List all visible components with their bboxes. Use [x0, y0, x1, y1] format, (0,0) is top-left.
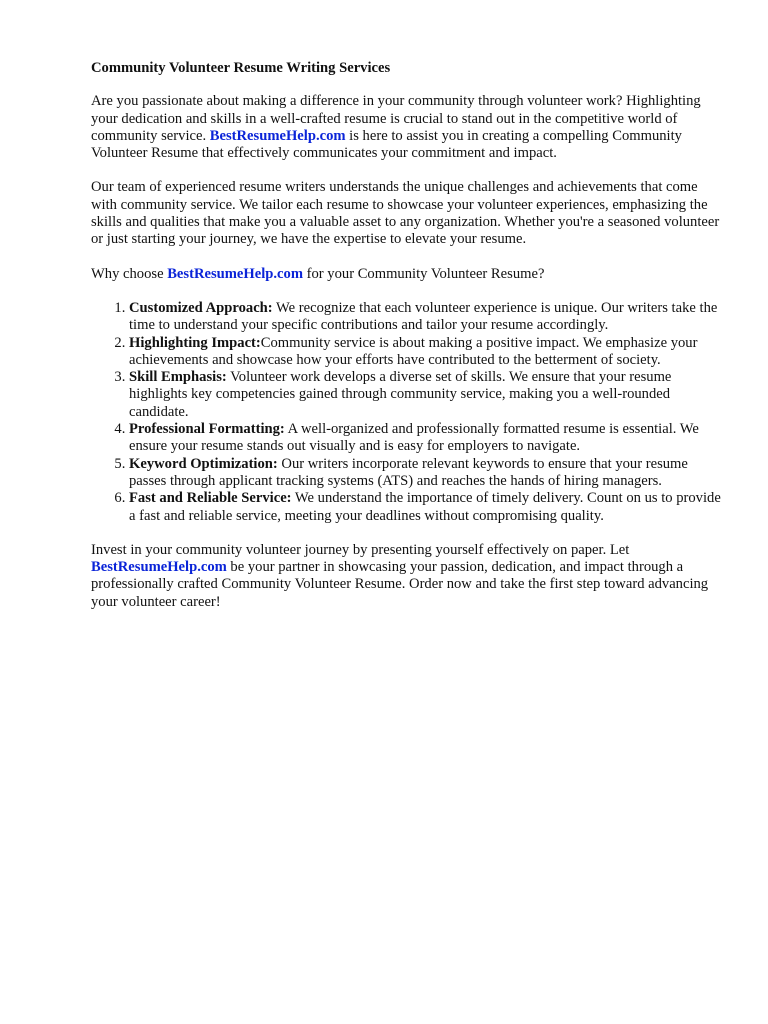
list-item: [129, 369, 721, 421]
reason-text: We recognize that each volunteer experience is unique. Our writers take the time to understand your specific contributions and tailor your resume accordingly.: [129, 299, 718, 334]
intro-text-before: Are you passionate about making a difference in your community through volunteer work? Highlighting your dedication and skills in a well-crafted resume is crucial to stand out in the competitive world of community service.: [91, 93, 701, 144]
reasons-list: [91, 300, 721, 525]
document-page: [91, 60, 721, 628]
why-paragraph: [91, 266, 721, 283]
team-paragraph: Our team of experienced resume writers understands the unique challenges and achievements that come with community service. We tailor each resume to showcase your volunteer experiences, emphasizing the skills and qualities that make you a valuable asset to any organization. Whether you're a seasoned volunteer or just starting your journey, we have the expertise to elevate your resume.: [91, 179, 720, 248]
why-link[interactable]: BestResumeHelp.com: [167, 265, 303, 282]
list-item: [129, 335, 721, 370]
intro-paragraph: [91, 93, 721, 162]
reason-heading: Skill Emphasis:: [129, 369, 227, 386]
reason-heading: Keyword Optimization:: [129, 455, 278, 472]
list-item: [129, 421, 721, 456]
closing-text-before: Invest in your community volunteer journey by presenting yourself effectively on paper. Let: [91, 541, 630, 558]
list-item: [129, 456, 721, 491]
why-text-before: Why choose: [91, 265, 168, 282]
reason-heading: Customized Approach:: [129, 299, 273, 316]
intro-link[interactable]: BestResumeHelp.com: [209, 127, 346, 144]
closing-text-after: be your partner in showcasing your passion, dedication, and impact through a professionally crafted Community Volunteer Resume. Order now and take the first step toward advancing your volunteer career!: [91, 559, 709, 610]
why-text-after: for your Community Volunteer Resume?: [302, 265, 545, 282]
reason-text: Community service is about making a positive impact. We emphasize your achievements and showcase how your efforts have contributed to the betterment of society.: [129, 334, 698, 368]
reason-text: A well-organized and professionally formatted resume is essential. We ensure your resume stands out visually and is easy for employers to navigate.: [129, 421, 699, 455]
reason-heading: Highlighting Impact:: [129, 334, 261, 351]
reason-heading: Fast and Reliable Service:: [129, 490, 292, 507]
intro-text-after: is here to assist you in creating a compelling Community Volunteer Resume that effectively communicates your commitment and impact.: [91, 127, 682, 162]
reason-text: Volunteer work develops a diverse set of skills. We ensure that your resume highlights key competencies gained through community service, making you a well-rounded candidate.: [129, 369, 672, 420]
list-item: [129, 300, 721, 335]
document-title: Community Volunteer Resume Writing Services: [91, 60, 391, 76]
closing-paragraph: [91, 542, 721, 611]
reason-heading: Professional Formatting:: [129, 421, 285, 438]
list-item: [129, 490, 721, 525]
closing-link[interactable]: BestResumeHelp.com: [91, 559, 227, 576]
reason-text: Our writers incorporate relevant keywords to ensure that your resume passes through applicant tracking systems (ATS) and reaches the hands of hiring managers.: [129, 455, 688, 489]
reason-text: We understand the importance of timely delivery. Count on us to provide a fast and reliable service, meeting your deadlines without compromising quality.: [129, 490, 721, 524]
